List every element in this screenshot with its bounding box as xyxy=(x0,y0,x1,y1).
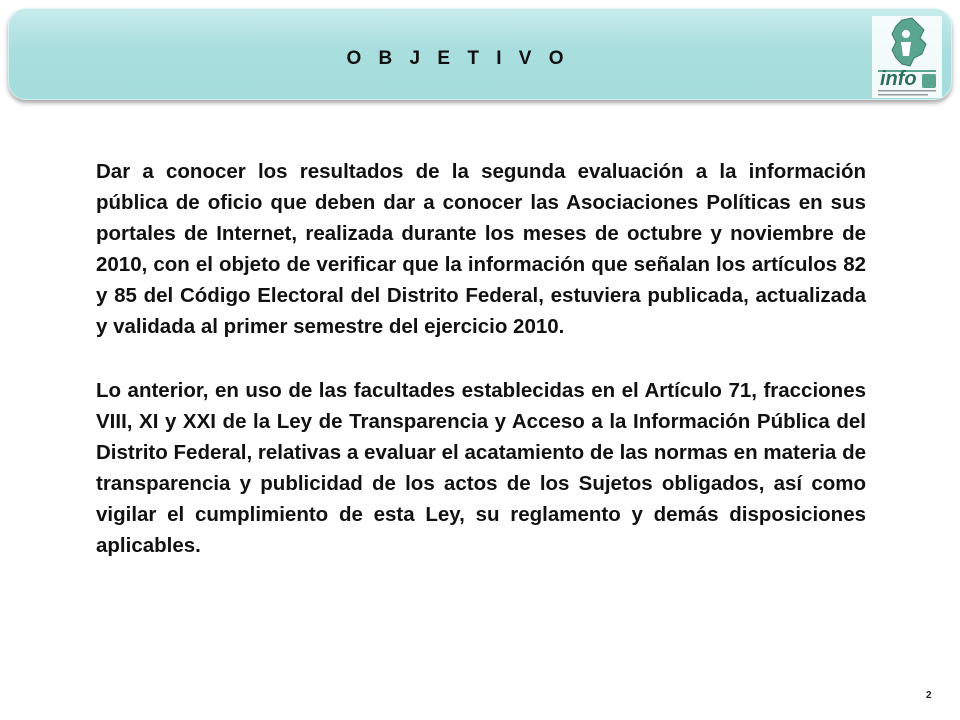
page-number: 2 xyxy=(926,690,932,701)
page-title: O B J E T I V O xyxy=(346,48,570,69)
info-df-logo xyxy=(866,12,948,100)
paragraph-legal-basis: Lo anterior, en uso de las facultades establecidas en el Artículo 71, fracciones VIII, XI y XXI de la Ley de Transparencia y Acceso a la Información Pública del Distrito Federal, relativas a evaluar el acatamiento de las normas en materia de transparencia y publicidad de los actos de los Sujetos obligados, así como vigilar el cumplimiento de esta Ley, su reglamento y demás disposiciones aplicables. xyxy=(96,379,866,557)
objective-text xyxy=(96,156,866,561)
logo-wordmark: info xyxy=(880,68,917,90)
header-banner xyxy=(8,8,952,100)
logo-df-badge-icon xyxy=(922,74,936,88)
paragraph-objective: Dar a conocer los resultados de la segunda evaluación a la información pública de oficio que deben dar a conocer las Asociaciones Políticas en sus portales de Internet, realizada durante los meses de octubre y noviembre de 2010, con el objeto de verificar que la información que señalan los artículos 82 y 85 del Código Electoral del Distrito Federal, estuviera publicada, actualizada y validada al primer semestre del ejercicio 2010. xyxy=(96,160,866,338)
